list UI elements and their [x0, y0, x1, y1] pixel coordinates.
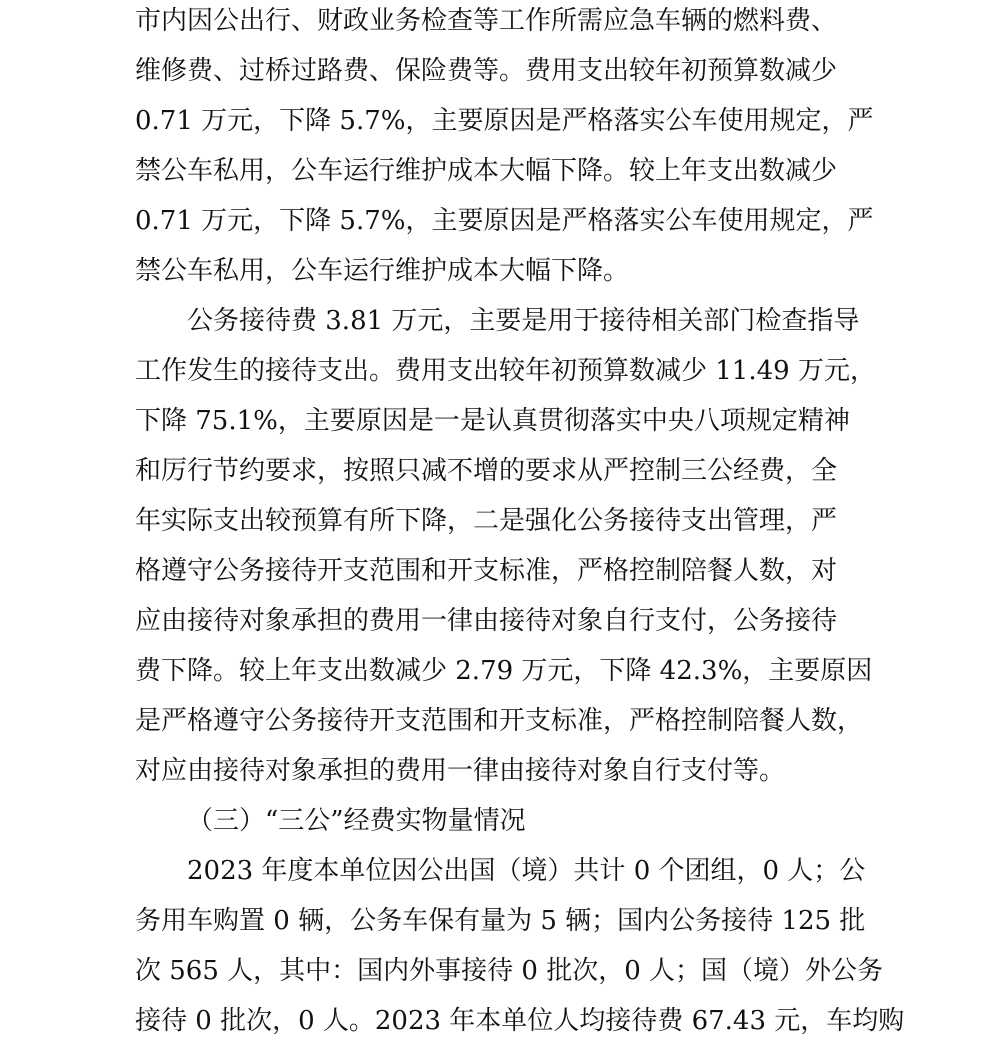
- text-line-12: 格遵守公务接待开支范围和开支标准，严格控制陪餐人数，对: [135, 556, 838, 586]
- text-line-3: 0.71 万元，下降 5.7%，主要原因是严格落实公车使用规定，严: [135, 106, 874, 136]
- text-line-2: 维修费、过桥过路费、保险费等。费用支出较年初预算数减少: [135, 56, 838, 86]
- text-line-9: 下降 75.1%，主要原因是一是认真贯彻落实中央八项规定精神: [135, 406, 850, 436]
- text-line-8: 工作发生的接待支出。费用支出较年初预算数减少 11.49 万元，: [135, 356, 876, 386]
- text-line-14: 费下降。较上年支出数减少 2.79 万元，下降 42.3%，主要原因: [135, 656, 873, 686]
- text-line-5: 0.71 万元，下降 5.7%，主要原因是严格落实公车使用规定，严: [135, 206, 874, 236]
- text-line-18: 2023 年度本单位因公出国（境）共计 0 个团组，0 人；公: [187, 856, 866, 886]
- text-line-13: 应由接待对象承担的费用一律由接待对象自行支付，公务接待: [135, 606, 838, 636]
- text-line-21: 接待 0 批次，0 人。2023 年本单位人均接待费 67.43 元，车均购: [135, 1006, 905, 1036]
- text-line-7: 公务接待费 3.81 万元，主要是用于接待相关部门检查指导: [187, 306, 860, 336]
- text-line-20: 次 565 人，其中：国内外事接待 0 批次，0 人；国（境）外公务: [135, 956, 884, 986]
- text-line-19: 务用车购置 0 辆，公务车保有量为 5 辆；国内公务接待 125 批: [135, 906, 866, 936]
- text-line-4: 禁公车私用，公车运行维护成本大幅下降。较上年支出数减少: [135, 156, 838, 186]
- text-line-10: 和厉行节约要求，按照只减不增的要求从严控制三公经费，全: [135, 456, 838, 486]
- text-line-16: 对应由接待对象承担的费用一律由接待对象自行支付等。: [135, 756, 786, 786]
- text-line-11: 年实际支出较预算有所下降，二是强化公务接待支出管理，严: [135, 506, 838, 536]
- text-line-15: 是严格遵守公务接待开支范围和开支标准，严格控制陪餐人数，: [135, 706, 864, 736]
- section-heading: （三）“三公”经费实物量情况: [187, 806, 526, 836]
- text-line-1: 市内因公出行、财政业务检查等工作所需应急车辆的燃料费、: [135, 6, 838, 36]
- text-line-6: 禁公车私用，公车运行维护成本大幅下降。: [135, 256, 630, 286]
